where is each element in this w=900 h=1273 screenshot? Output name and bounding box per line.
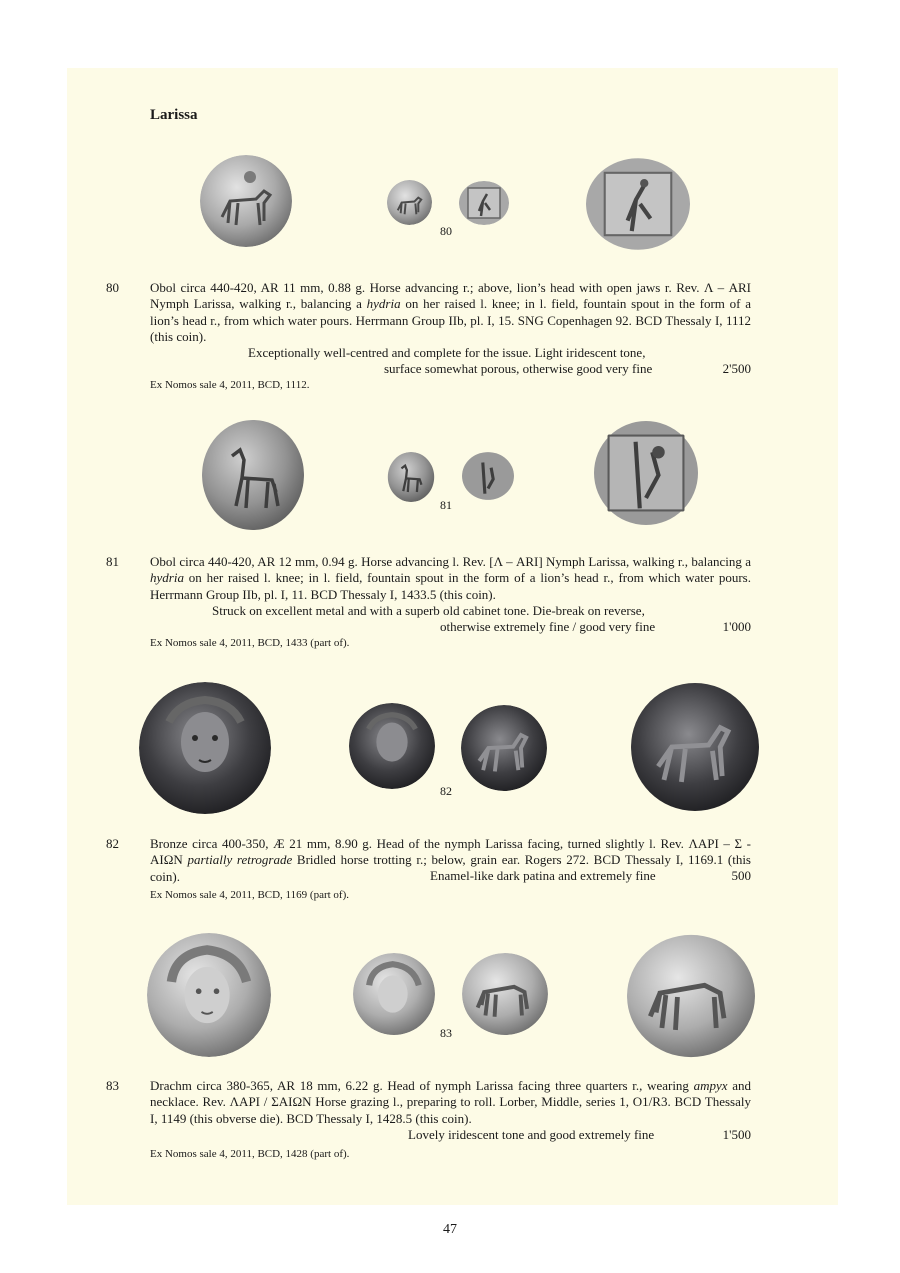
plate-label-80: 80 [440,224,452,238]
lot-description-82: Bronze circa 400-350, Æ 21 mm, 8.90 g. Head of the nymph Larissa facing, turned slightly l. Rev. ΛΑΡΙ – Σ - ΑΙΩΝ partially retrograde Bridled horse trotting r.; below, grain ear. Rogers 272. BCD Thessaly I, 1169.1 (this coin). [150,836,751,884]
coin-80-reverse-enlarged [586,158,690,250]
lot-description-83: Drachm circa 380-365, AR 18 mm, 6.22 g. Head of nymph Larissa facing three quarters r., wearing ampyx and necklace. Rev. ΛΑΡΙ / ΣΑΙΩΝ Horse grazing l., preparing to roll. Lorber, Middle, series 1, O1/R3. BCD Thessaly I, 1149 (this obverse die). BCD Thessaly I, 1428.5 (this coin). [150,1078,751,1126]
lot-price-80: 2'500 [722,361,751,376]
coin-82-reverse-enlarged [631,680,759,814]
coin-83-reverse-enlarged [627,934,755,1058]
coin-81-obverse [386,452,436,502]
plate-label-82: 82 [440,784,452,798]
lot-number-81: 81 [106,554,119,569]
lot-price-81: 1'000 [722,619,751,634]
lot-grade-line1-81: Struck on excellent metal and with a superb old cabinet tone. Die-break on reverse, [212,603,645,618]
lot-number-83: 83 [106,1078,119,1093]
lot-provenance-83: Ex Nomos sale 4, 2011, BCD, 1428 (part of). [150,1148,350,1160]
coin-82-reverse [461,705,547,791]
coin-83-obverse [353,953,435,1035]
coin-81-obverse-enlarged [202,420,304,530]
coin-80-reverse [459,181,509,225]
coin-83-reverse [462,953,548,1035]
coin-82-obverse-enlarged [139,682,271,814]
coin-82-obverse [349,703,435,789]
coin-83-obverse-enlarged [147,933,271,1057]
lot-grade-line2-81: otherwise extremely fine / good very fine [440,619,656,634]
lot-number-80: 80 [106,280,119,295]
lot-provenance-81: Ex Nomos sale 4, 2011, BCD, 1433 (part of). [150,637,350,649]
coin-80-obverse [387,180,432,225]
lot-price-82: 500 [731,868,751,883]
plate-label-81: 81 [440,498,452,512]
coin-80-obverse-enlarged [200,155,292,247]
section-title: Larissa [150,107,198,123]
lot-description-81: Obol circa 440-420, AR 12 mm, 0.94 g. Horse advancing l. Rev. [Λ – ARI] Nymph Larissa, walking r., balancing a hydria on her raised l. knee; in l. field, fountain spout in the form of a lion’s head r., from which water pours. Herrmann Group IIb, pl. I, 11. BCD Thessaly I, 1433.5 (this coin). [150,554,751,602]
lot-grade-line1-80: Exceptionally well-centred and complete for the issue. Light iridescent tone, [248,345,646,360]
lot-number-82: 82 [106,836,119,851]
lot-price-83: 1'500 [722,1127,751,1142]
lot-grade-line2-83: Lovely iridescent tone and good extremely fine [408,1127,655,1142]
page-number: 47 [443,1222,457,1237]
lot-provenance-80: Ex Nomos sale 4, 2011, BCD, 1112. [150,379,310,391]
lot-description-80: Obol circa 440-420, AR 11 mm, 0.88 g. Horse advancing r.; above, lion’s head with open jaws r. Rev. Λ – ARI Nymph Larissa, walking r., balancing a hydria on her raised l. knee; in l. field, fountain spout in the form of a lion’s head r., from which water pours. Herrmann Group IIb, pl. I, 15. SNG Copenhagen 92. BCD Thessaly I, 1112 (this coin). [150,280,751,345]
coin-81-reverse-enlarged [594,421,698,525]
lot-grade-line2-82: Enamel-like dark patina and extremely fine [430,868,656,883]
lot-provenance-82: Ex Nomos sale 4, 2011, BCD, 1169 (part of). [150,889,349,901]
lot-grade-line2-80: surface somewhat porous, otherwise good very fine [384,361,653,376]
plate-label-83: 83 [440,1026,452,1040]
coin-81-reverse [462,452,514,500]
